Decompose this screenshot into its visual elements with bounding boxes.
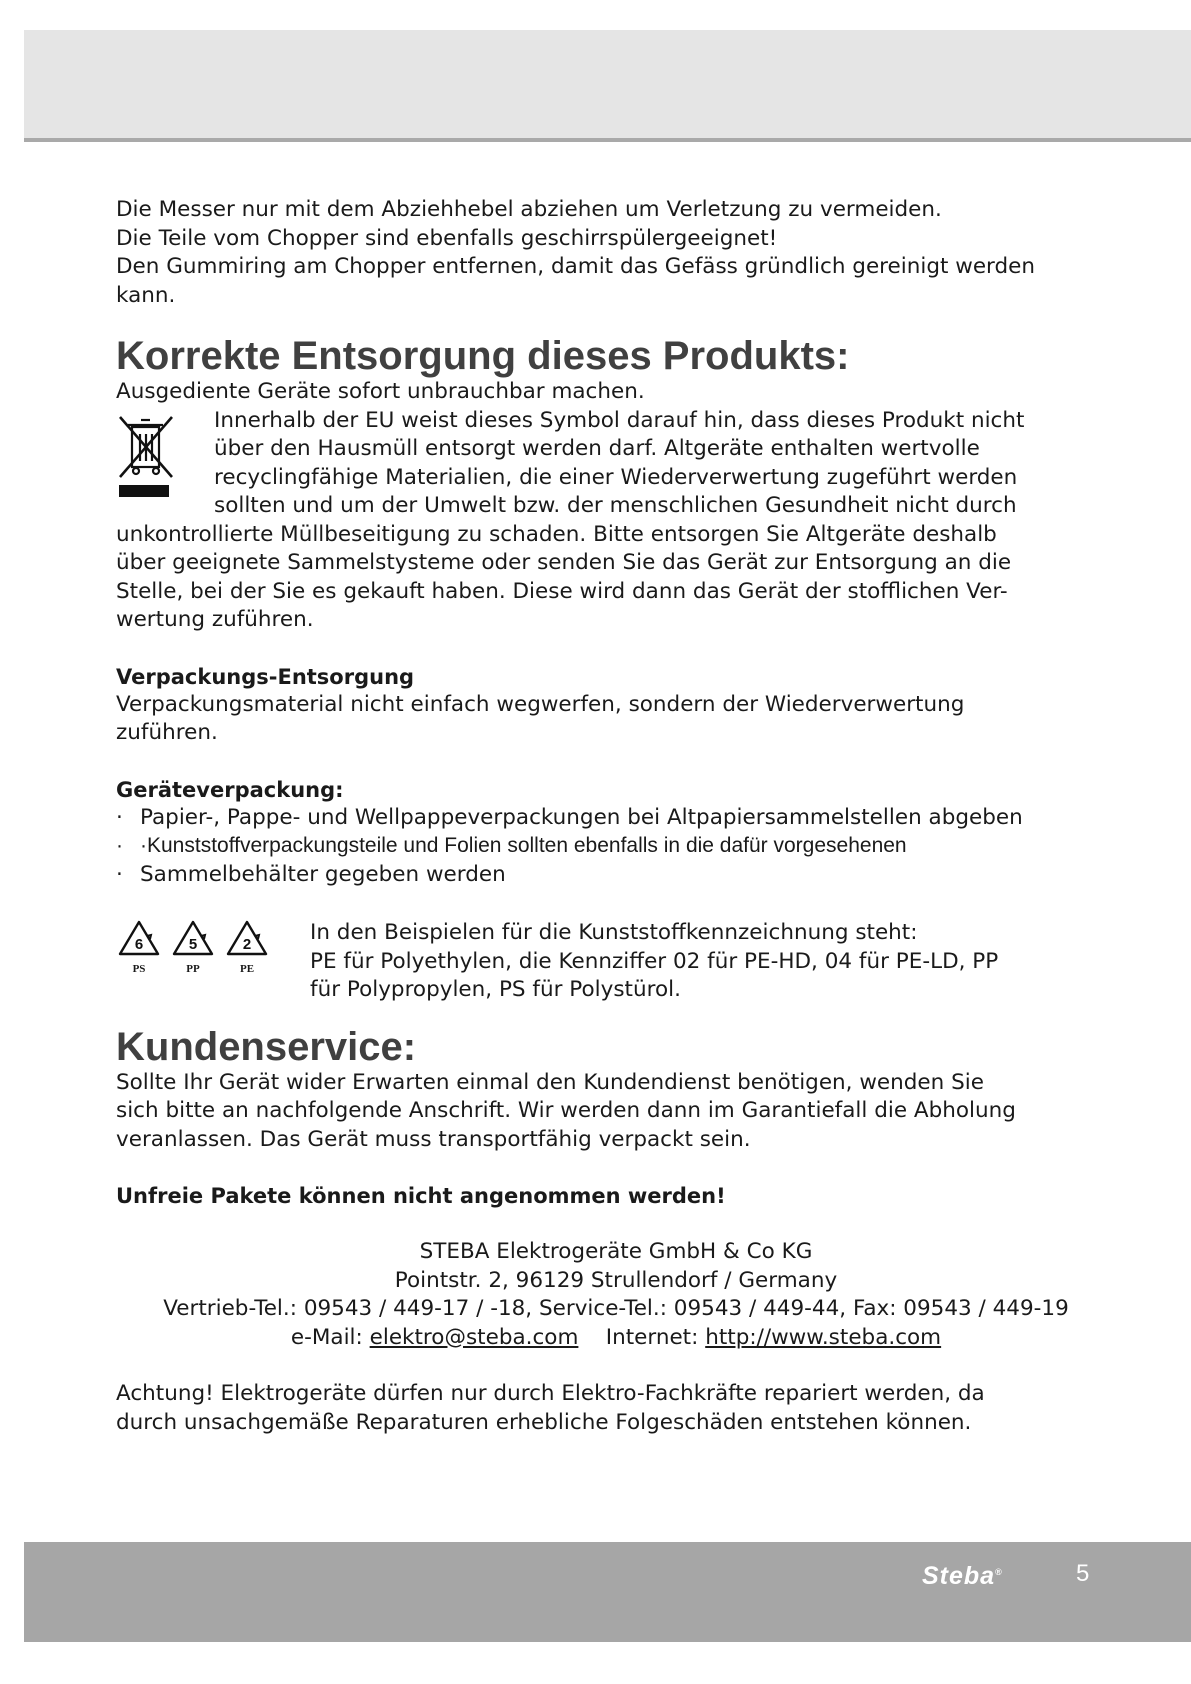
recycling-number: 5 — [188, 936, 198, 953]
text-line: wertung zuführen. — [116, 607, 314, 632]
text-line: über geeignete Sammelstysteme oder senden Sie das Gerät zur Entsorgung an die — [116, 550, 1012, 575]
text-line: Die Messer nur mit dem Abziehhebel abziehen um Verletzung zu vermeiden. — [116, 197, 942, 222]
company-name: STEBA Elektrogeräte GmbH & Co KG — [419, 1239, 813, 1264]
recycling-symbol-ps — [116, 919, 162, 1005]
recycling-label: PE — [239, 963, 255, 975]
page-number: 5 — [1076, 1560, 1090, 1587]
bullet-glyph: · — [116, 834, 123, 857]
text-line: sich bitte an nachfolgende Anschrift. Wir werden dann im Garantiefall die Abholung — [116, 1098, 1016, 1123]
weee-full-text — [116, 521, 1106, 635]
text-line: In den Beispielen für die Kunststoffkennzeichnung steht: — [310, 920, 918, 945]
list-item — [116, 804, 1106, 833]
text-line: kann. — [116, 282, 176, 308]
list-item-text: ·Kunststoffverpackungsteile und Folien sollten ebenfalls in die dafür vorgesehenen — [140, 834, 907, 857]
text-line: Sollte Ihr Gerät wider Erwarten einmal den Kundendienst benötigen, wenden Sie — [116, 1069, 984, 1095]
page-content — [116, 196, 1106, 1437]
text-line: PE für Polyethylen, die Kennziffer 02 für PE-HD, 04 für PE-LD, PP — [310, 948, 999, 974]
recycling-label: PS — [132, 963, 146, 975]
internet-label: Internet: — [605, 1324, 699, 1350]
recycling-symbol-pe — [224, 919, 270, 1005]
crossed-out-wheelie-bin-icon — [116, 411, 176, 505]
email-link[interactable]: elektro@steba.com — [369, 1324, 579, 1350]
bullet-glyph: · — [116, 861, 123, 887]
recycling-number: 2 — [242, 936, 252, 953]
text-line: Ausgediente Geräte sofort unbrauchbar machen. — [116, 379, 645, 404]
list-item-text: Sammelbehälter gegeben werden — [140, 861, 506, 887]
recycling-triangle-icon — [116, 919, 162, 959]
text-line: durch unsachgemäße Reparaturen erhebliche Folgeschäden entstehen können. — [116, 1409, 972, 1435]
disposal-heading: Korrekte Entsorgung dieses Produkts: — [116, 334, 850, 378]
list-item — [116, 861, 1106, 890]
text-line: Den Gummiring am Chopper entfernen, damit das Gefäss gründlich gereinigt werden — [116, 254, 1036, 279]
device-packaging-heading: Geräteverpackung: — [116, 777, 344, 802]
header-band — [24, 30, 1191, 142]
text-line: unkontrollierte Müllbeseitigung zu schaden. Bitte entsorgen Sie Altgeräte deshalb — [116, 521, 997, 547]
text-line: zuführen. — [116, 720, 218, 745]
text-line: Verpackungsmaterial nicht einfach wegwerfen, sondern der Wiederverwertung — [116, 691, 965, 717]
packaging-paragraph — [116, 691, 1106, 748]
email-label: e-Mail: — [290, 1324, 363, 1350]
company-street: Pointstr. 2, 96129 Strullendorf / Germany — [394, 1267, 838, 1293]
text-line: recyclingfähige Materialien, die einer Wiederverwertung zugeführt werden — [214, 464, 1018, 490]
bullet-glyph: · — [116, 804, 123, 830]
packaging-heading: Verpackungs-Entsorgung — [116, 664, 415, 689]
list-item-text: Papier-, Pappe- und Wellpappeverpackungen bei Altpapiersammelstellen abgeben — [140, 804, 1023, 830]
steba-logo: Steba ® — [922, 1562, 1003, 1591]
company-address — [116, 1238, 1116, 1352]
service-paragraph — [116, 1069, 1106, 1155]
unfree-parcels-notice: Unfreie Pakete können nicht angenommen werden! — [116, 1184, 726, 1208]
weee-block — [116, 407, 1106, 635]
website-link[interactable]: http://www.steba.com — [705, 1324, 942, 1350]
text-line: für Polypropylen, PS für Polystürol. — [310, 977, 681, 1002]
recycling-triangle-icon — [170, 919, 216, 959]
service-heading: Kundenservice: — [116, 1024, 417, 1069]
recycling-symbols — [116, 919, 310, 1005]
list-item — [116, 832, 1106, 861]
recycling-label: PP — [186, 963, 200, 975]
text-line: veranlassen. Das Gerät muss transportfähig verpackt sein. — [116, 1126, 751, 1152]
plastics-section — [116, 919, 1106, 1005]
recycling-number: 6 — [134, 936, 144, 953]
device-packaging-list — [116, 804, 1106, 890]
text-line: über den Hausmüll entsorgt werden darf. Altgeräte enthalten wertvolle — [214, 436, 980, 461]
text-line: sollten und um der Umwelt bzw. der menschlichen Gesundheit nicht durch — [214, 493, 1017, 518]
intro-paragraph — [116, 196, 1106, 310]
text-line: Die Teile vom Chopper sind ebenfalls geschirrspülergeeignet! — [116, 225, 778, 251]
weee-indented-text — [116, 407, 1106, 521]
company-phones: Vertrieb-Tel.: 09543 / 449-17 / -18, Service-Tel.: 09543 / 449-44, Fax: 09543 / 449-19 — [163, 1296, 1069, 1321]
disposal-subline — [116, 378, 1106, 407]
text-line: Innerhalb der EU weist dieses Symbol darauf hin, dass dieses Produkt nicht — [214, 407, 1025, 433]
repair-warning — [116, 1380, 1106, 1437]
recycling-symbol-pp — [170, 919, 216, 1005]
plastics-text — [310, 919, 998, 1005]
footer-band — [24, 1542, 1191, 1642]
text-line: Stelle, bei der Sie es gekauft haben. Diese wird dann das Gerät der stofflichen Ver- — [116, 578, 1008, 604]
text-line: Achtung! Elektrogeräte dürfen nur durch Elektro-Fachkräfte repariert werden, da — [116, 1381, 985, 1406]
recycling-triangle-icon — [224, 919, 270, 959]
contact-line — [116, 1324, 1116, 1353]
